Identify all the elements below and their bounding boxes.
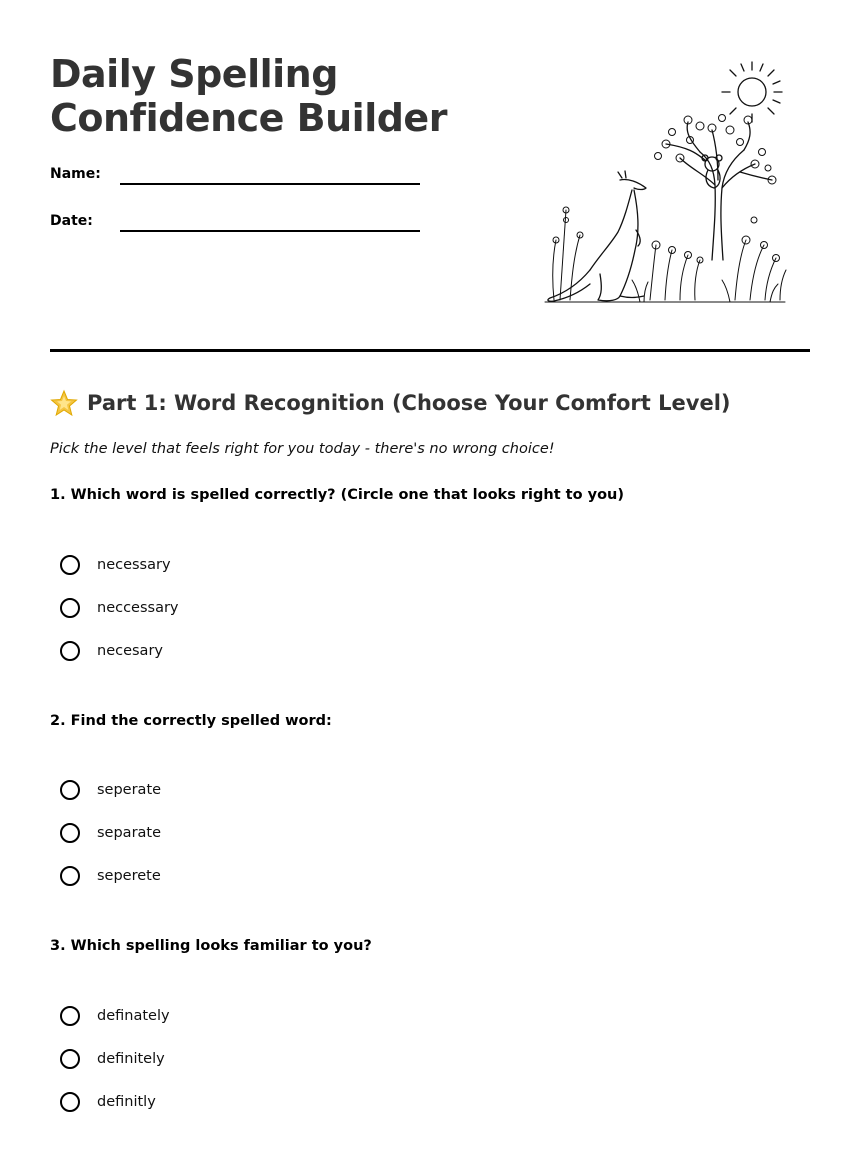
option-label: necesary [97,643,163,659]
q2-option-2[interactable] [60,820,161,846]
flowers-icon [545,207,786,302]
q1-option-1[interactable] [60,552,171,578]
radio-circle[interactable] [60,555,80,575]
q2-option-1[interactable] [60,777,161,803]
part1-intro: Pick the level that feels right for you today - there's no wrong choice! [50,441,555,457]
title-line-2: Confidence Builder [50,96,447,140]
section-divider [50,349,810,352]
option-label: definately [97,1008,170,1024]
radio-circle[interactable] [60,641,80,661]
option-label: seperete [97,868,161,884]
name-label: Name: [50,166,101,182]
radio-circle[interactable] [60,598,80,618]
date-line[interactable] [120,230,420,232]
radio-circle[interactable] [60,866,80,886]
name-line[interactable] [120,183,420,185]
option-label: definitely [97,1051,165,1067]
sun-icon [722,62,782,122]
part1-title-text: Part 1: Word Recognition (Choose Your Comfort Level) [87,391,731,415]
q2-option-3[interactable] [60,863,161,889]
option-label: definitly [97,1094,156,1110]
q3-option-2[interactable] [60,1046,165,1072]
option-label: separate [97,825,162,841]
star-icon [50,389,78,417]
q3-option-1[interactable] [60,1003,170,1029]
q3-option-3[interactable] [60,1089,156,1115]
question-2: 2. Find the correctly spelled word: [50,713,332,729]
radio-circle[interactable] [60,1006,80,1026]
date-field[interactable] [50,213,420,243]
part1-title [50,389,731,417]
option-label: necessary [97,557,171,573]
q1-option-3[interactable] [60,638,163,664]
title-line-1: Daily Spelling [50,52,338,96]
option-label: neccessary [97,600,179,616]
radio-circle[interactable] [60,1092,80,1112]
radio-circle[interactable] [60,823,80,843]
page-title [50,52,447,140]
kangaroo-koala-tree-illustration [540,60,790,310]
radio-circle[interactable] [60,780,80,800]
option-label: seperate [97,782,162,798]
kangaroo-icon [548,171,646,301]
name-field[interactable] [50,166,420,196]
question-1: 1. Which word is spelled correctly? (Circle one that looks right to you) [50,487,624,503]
q1-option-2[interactable] [60,595,179,621]
question-3: 3. Which spelling looks familiar to you? [50,938,372,954]
radio-circle[interactable] [60,1049,80,1069]
date-label: Date: [50,213,93,229]
